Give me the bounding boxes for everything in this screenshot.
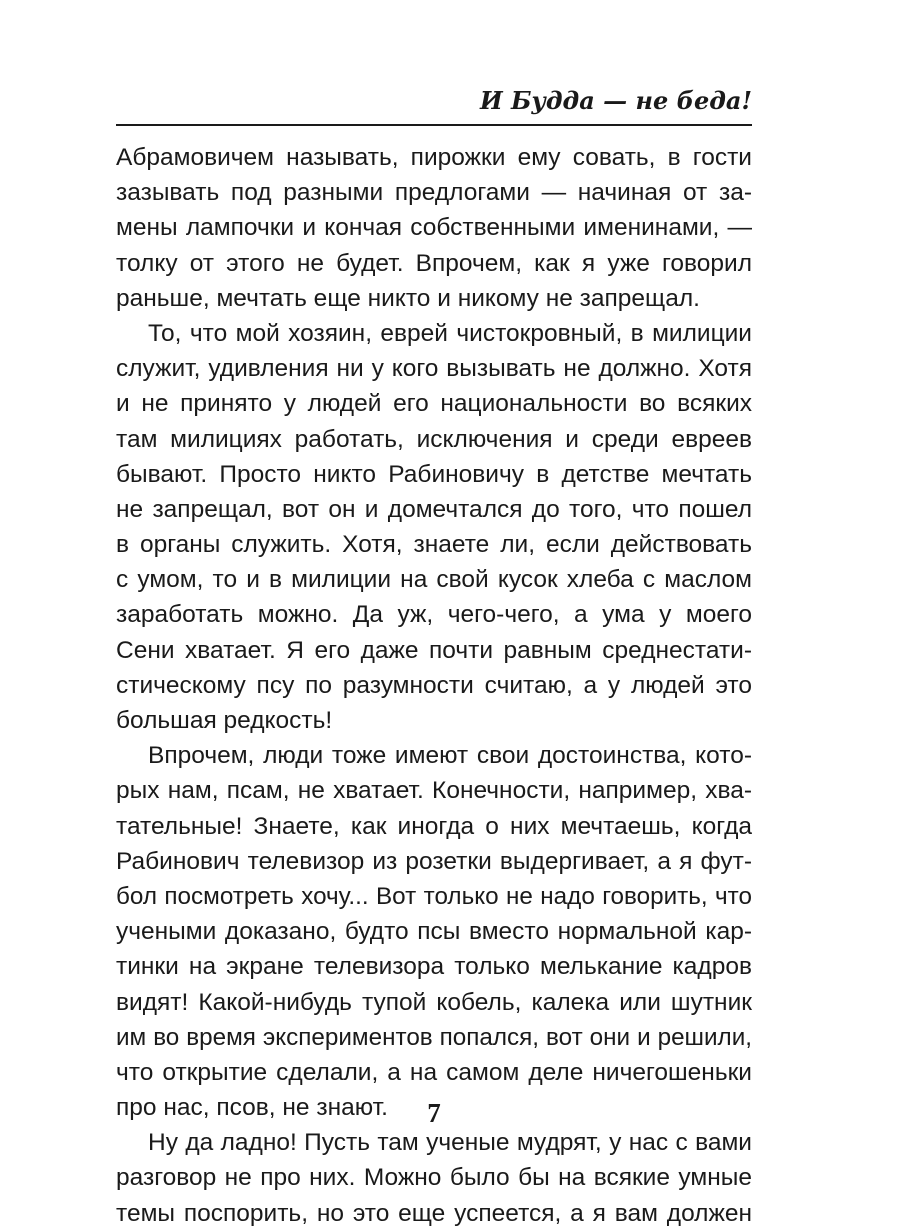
text-line: толку от этого не будет. Впрочем, как я уже говорил [116,249,752,277]
paragraph-3 [116,738,752,1125]
text-line: им во время экспериментов попался, вот они и решили, [116,1023,752,1051]
text-line: видят! Какой-нибудь тупой кобель, калека или шутник [116,988,752,1016]
text-line: разговор не про них. Можно было бы на всякие умные [116,1164,752,1192]
text-line: То, что мой хозяин, еврей чистокровный, в милиции [148,319,752,347]
text-line: заработать можно. Да уж, чего-чего, а ума у моего [116,601,752,629]
text-line: Впрочем, люди тоже имеют свои достоинства, кото- [148,742,752,770]
page-number: 7 [427,1098,441,1128]
text-line: зазывать под разными предлогами — начиная от за- [116,179,752,207]
header-rule [116,124,752,126]
text-line: учеными доказано, будто псы вместо нормальной кар- [116,918,752,946]
text-line: про нас, псов, не знают. [116,1094,388,1122]
text-line: мены лампочки и кончая собственными именинами, — [116,214,752,242]
paragraph-1 [116,140,752,316]
text-line: служит, удивления ни у кого вызывать не должно. Хотя [116,355,752,383]
text-line: рых нам, псам, не хватает. Конечности, например, хва- [116,777,752,805]
text-line: тательные! Знаете, как иногда о них мечтаешь, когда [116,812,752,840]
text-line: стическому псу по разумности считаю, а у людей это [116,671,752,699]
text-line: бывают. Просто никто Рабиновичу в детстве мечтать [116,460,752,488]
text-line: и не принято у людей его национальности во всяких [116,390,752,418]
text-line: там милициях работать, исключения и среди евреев [116,425,752,453]
running-head-title: И Будда — не беда! [479,86,752,115]
text-line: тинки на экране телевизора только мелькание кадров [116,953,752,981]
body-text [116,140,752,1231]
text-line: бол посмотреть хочу... Вот только не надо говорить, что [116,882,752,910]
text-line: большая редкость! [116,707,333,734]
text-line: что открытие сделали, а на самом деле ничегошеньки [116,1058,752,1086]
paragraph-2 [116,316,752,738]
paragraph-4 [116,1125,752,1231]
text-line: не запрещал, вот он и домечтался до того, что пошел [116,495,752,523]
text-line: Рабинович телевизор из розетки выдергивает, а я фут- [116,847,752,875]
text-line: темы поспорить, но это еще успеется, а я вам должен [116,1199,752,1227]
text-line: Сени хватает. Я его даже почти равным среднестати- [116,636,752,664]
text-line: раньше, мечтать еще никто и никому не запрещал. [116,284,700,312]
text-line: в органы служить. Хотя, знаете ли, если действовать [116,531,752,559]
text-line: с умом, то и в милиции на свой кусок хлеба с маслом [116,566,752,594]
text-line: Абрамовичем называть, пирожки ему совать, в гости [116,144,752,171]
text-line: Ну да ладно! Пусть там ученые мудрят, у нас с вами [148,1129,752,1157]
